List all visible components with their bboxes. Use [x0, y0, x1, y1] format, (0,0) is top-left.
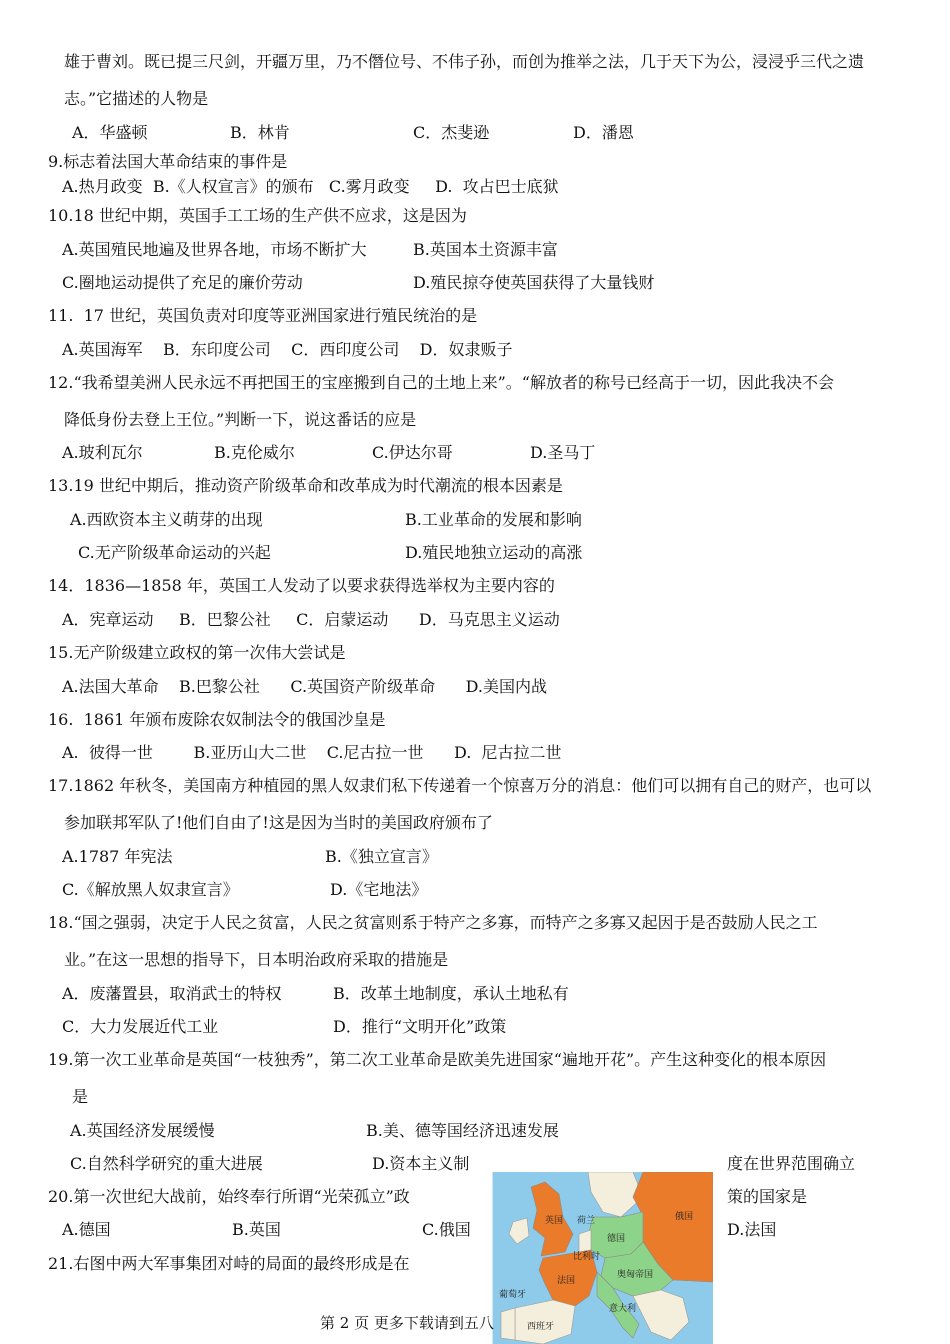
map-label-portugal: 葡萄牙 [499, 1290, 527, 1300]
q12-option-b: B.克伦威尔 [214, 443, 295, 462]
map-label-netherlands: 荷兰 [577, 1216, 596, 1226]
q19-option-c: C.自然科学研究的重大进展 [70, 1154, 263, 1173]
q12-option-d: D.圣马丁 [530, 443, 596, 462]
q15-options: A.法国大革命 B.巴黎公社 C.英国资产阶级革命 D.美国内战 [62, 677, 547, 696]
q20-option-c: C.俄国 [422, 1220, 471, 1239]
q18-option-b: B．改革土地制度，承认土地私有 [333, 984, 569, 1003]
q14-stem: 14．1836—1858 年，英国工人发动了以要求获得选举权为主要内容的 [48, 576, 555, 595]
q21-stem: 21.右图中两大军事集团对峙的局面的最终形成是在 [48, 1254, 410, 1273]
q15-stem: 15.无产阶级建立政权的第一次伟大尝试是 [48, 643, 346, 662]
map-label-italy: 意大利 [609, 1304, 637, 1314]
q19-stem-line1: 19.第一次工业革命是英国“一枝独秀”，第二次工业革命是欧美先进国家“遍地开花”。产生这种变化的根本原因 [48, 1050, 827, 1069]
q19-stem-line2: 是 [72, 1087, 89, 1106]
q13-stem: 13.19 世纪中期后，推动资产阶级革命和改革成为时代潮流的根本因素是 [48, 476, 563, 495]
q19-option-d-end: 度在世界范围确立 [727, 1154, 856, 1173]
q19-option-b: B.美、德等国经济迅速发展 [366, 1121, 559, 1140]
q20-stem-start: 20.第一次世纪大战前，始终奉行所谓“光荣孤立”政 [48, 1187, 410, 1206]
q18-option-d: D．推行“文明开化”政策 [333, 1017, 507, 1036]
q13-option-c: C.无产阶级革命运动的兴起 [78, 543, 271, 562]
q10-option-c: C.圈地运动提供了充足的廉价劳动 [62, 273, 303, 292]
q18-option-a: A．废藩置县，取消武士的特权 [62, 984, 282, 1003]
q16-stem: 16. 1861 年颁布废除农奴制法令的俄国沙皇是 [48, 710, 386, 729]
q17-stem-line1: 17.1862 年秋冬，美国南方种植园的黑人奴隶们私下传递着一个惊喜万分的消息：他们可以拥有自己的财产，也可以 [48, 776, 872, 795]
q17-stem-line2: 参加联邦军队了!他们自由了!这是因为当时的美国政府颁布了 [64, 813, 493, 832]
q13-option-d: D.殖民地独立运动的高涨 [405, 543, 583, 562]
q18-stem-line2: 业。”在这一思想的指导下，日本明治政府采取的措施是 [64, 950, 449, 969]
q20-option-a: A.德国 [62, 1220, 111, 1239]
q13-option-b: B.工业革命的发展和影响 [405, 510, 582, 529]
europe-alliance-map [492, 1172, 713, 1344]
q17-option-b: B.《独立宣言》 [325, 847, 438, 866]
q8-stem-line2: 志。”它描述的人物是 [64, 89, 209, 108]
q20-option-d: D.法国 [727, 1220, 777, 1239]
map-shapes [493, 1172, 713, 1344]
q17-option-c: C.《解放黑人奴隶宣言》 [62, 880, 239, 899]
q8-stem-line1: 雄于曹刘。既已提三尺剑，开疆万里，乃不僭位号、不伟子孙，而创为推举之法，几于天下为公，浸浸乎三代之遗 [64, 52, 865, 71]
map-label-france: 法国 [557, 1276, 576, 1286]
q8-option-b: B．林肯 [230, 123, 290, 142]
q12-stem-line2: 降低身份去登上王位。”判断一下，说这番话的应是 [64, 410, 417, 429]
q12-option-c: C.伊达尔哥 [372, 443, 453, 462]
q16-options: A. 彼得一世 B.亚历山大二世 C.尼古拉一世 D. 尼古拉二世 [62, 743, 562, 762]
q9-stem: 9.标志着法国大革命结束的事件是 [48, 152, 288, 171]
q20-option-b: B.英国 [232, 1220, 281, 1239]
map-label-germany: 德国 [607, 1234, 626, 1244]
q11-options: A.英国海军 B．东印度公司 C．西印度公司 D．奴隶贩子 [62, 340, 513, 359]
q20-stem-end: 策的国家是 [727, 1187, 808, 1206]
q17-option-a: A.1787 年宪法 [62, 847, 173, 866]
q8-option-c: C．杰斐逊 [413, 123, 490, 142]
map-label-austria-hungary: 奥匈帝国 [617, 1270, 654, 1280]
q9-options: A.热月政变 B.《人权宣言》的颁布 C.雾月政变 D. 攻占巴士底狱 [62, 177, 559, 196]
q18-option-c: C．大力发展近代工业 [62, 1017, 219, 1036]
map-label-britain: 英国 [545, 1216, 564, 1226]
q11-stem: 11. 17 世纪，英国负责对印度等亚洲国家进行殖民统治的是 [48, 306, 478, 325]
q10-stem: 10.18 世纪中期，英国手工工场的生产供不应求，这是因为 [48, 206, 467, 225]
page-footer: 第 2 页 更多下载请到五八 [320, 1314, 494, 1332]
q8-option-a: A．华盛顿 [72, 123, 148, 142]
q12-stem-line1: 12.“我希望美洲人民永远不再把国王的宝座搬到自己的土地上来”。“解放者的称号已经高于一切，因此我决不会 [48, 373, 834, 392]
q18-stem-line1: 18.“国之强弱，决定于人民之贫富，人民之贫富则系于特产之多寡，而特产之多寡又起因于是否鼓励人民之工 [48, 913, 818, 932]
q8-option-d: D．潘恩 [573, 123, 634, 142]
map-label-spain: 西班牙 [527, 1322, 555, 1332]
q10-option-a: A.英国殖民地遍及世界各地，市场不断扩大 [62, 240, 367, 259]
q12-option-a: A.玻利瓦尔 [62, 443, 143, 462]
q17-option-d: D.《宅地法》 [330, 880, 428, 899]
q10-option-b: B.英国本土资源丰富 [413, 240, 558, 259]
q10-option-d: D.殖民掠夺使英国获得了大量钱财 [413, 273, 655, 292]
q13-option-a: A.西欧资本主义萌芽的出现 [70, 510, 263, 529]
q14-options: A．宪章运动 B．巴黎公社 C．启蒙运动 D．马克思主义运动 [62, 610, 560, 629]
map-label-russia: 俄国 [675, 1212, 694, 1222]
map-label-belgium: 比利时 [573, 1252, 601, 1262]
q19-option-a: A.英国经济发展缓慢 [70, 1121, 215, 1140]
q19-option-d-start: D.资本主义制 [372, 1154, 470, 1173]
